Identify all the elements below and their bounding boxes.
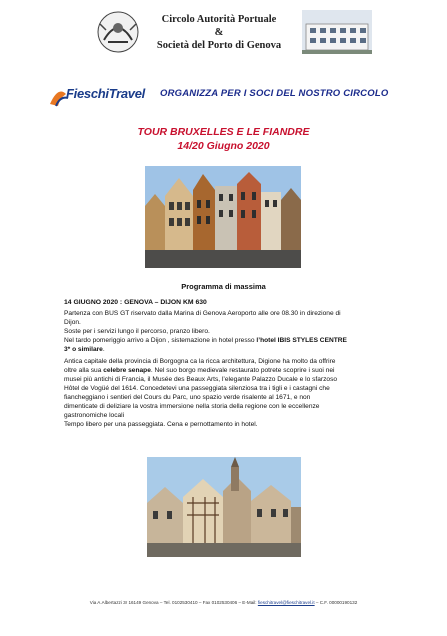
program-line: fiancheggiano i sentieri del Cours du Parc, uno spazio verde risalente al 1671, e non bbox=[64, 394, 311, 401]
footer-text: Via A.Albertazzi 3r 16149 Genova – Tel. 0102530410 – Fax 0102530406 – E-Mail: bbox=[89, 600, 258, 605]
program-line bbox=[64, 345, 105, 354]
footer-text: – C.F. 00000190132 bbox=[314, 600, 358, 605]
header-line-1: Circolo Autorità Portuale bbox=[161, 14, 277, 25]
day-heading: 14 GIUGNO 2020 : GENOVA – DIJON KM 630 bbox=[64, 299, 207, 306]
footer-email-link[interactable]: fieschitravel@fieschitravel.it bbox=[257, 600, 315, 605]
program-line bbox=[64, 366, 335, 375]
program-line: gastronomiche locali bbox=[64, 412, 125, 419]
hotel-name: l’hotel IBIS STYLES CENTRE bbox=[256, 337, 347, 344]
program-line: Dijon. bbox=[64, 319, 81, 326]
dijon-photo bbox=[147, 457, 301, 557]
header-line-3: Società del Porto di Genova bbox=[156, 40, 282, 51]
header-line-2: & bbox=[214, 27, 224, 38]
program-line: dimenticate di deliziare la vostra immersione nella storia della regione con le eccellenze bbox=[64, 403, 320, 410]
tour-title: TOUR BRUXELLES E LE FIANDRE bbox=[137, 126, 310, 138]
logo-text: FieschiTravel bbox=[66, 86, 145, 101]
program-line: Hôtel de Vogüé del 1614. Concedetevi una passeggiata silenziosa tra i tigli e i castagni che bbox=[64, 385, 330, 392]
program-subtitle: Programma di massima bbox=[181, 282, 266, 291]
program-line: Antica capitale della provincia di Borgogna ca la ricca architettura, Digione ha molto da offrire bbox=[64, 358, 336, 365]
brussels-photo bbox=[145, 166, 301, 268]
hotel-category: 3* o similare bbox=[64, 346, 103, 353]
crest-icon bbox=[96, 10, 140, 54]
program-line: Soste per i servizi lungo il percorso, pranzo libero. bbox=[64, 328, 210, 335]
program-line: musei più antichi di Francia, il Musée des Beaux Arts, l’elegante Palazzo Ducale e lo sfarzoso bbox=[64, 376, 338, 383]
tour-dates: 14/20 Giugno 2020 bbox=[177, 140, 270, 152]
highlight-text: celebre senape bbox=[103, 367, 151, 374]
program-text: . Nel suo borgo medievale restaurato potrete scoprire i suoi nei bbox=[150, 367, 335, 374]
program-text: . bbox=[102, 346, 105, 353]
program-text: oltre alla sua bbox=[64, 367, 104, 374]
program-line bbox=[64, 336, 347, 345]
footer-contact bbox=[0, 600, 447, 605]
program-line: Partenza con BUS GT riservato dalla Marina di Genova Aeroporto alle ore 08.30 in direzione di bbox=[64, 310, 341, 317]
port-building-image bbox=[302, 10, 372, 54]
program-text: Nel tardo pomeriggio arrivo a Dijon , sistemazione in hotel presso bbox=[64, 337, 257, 344]
program-line: Tempo libero per una passeggiata. Cena e pernottamento in hotel. bbox=[64, 421, 258, 428]
organizer-line: ORGANIZZA PER I SOCI DEL NOSTRO CIRCOLO bbox=[160, 88, 389, 99]
